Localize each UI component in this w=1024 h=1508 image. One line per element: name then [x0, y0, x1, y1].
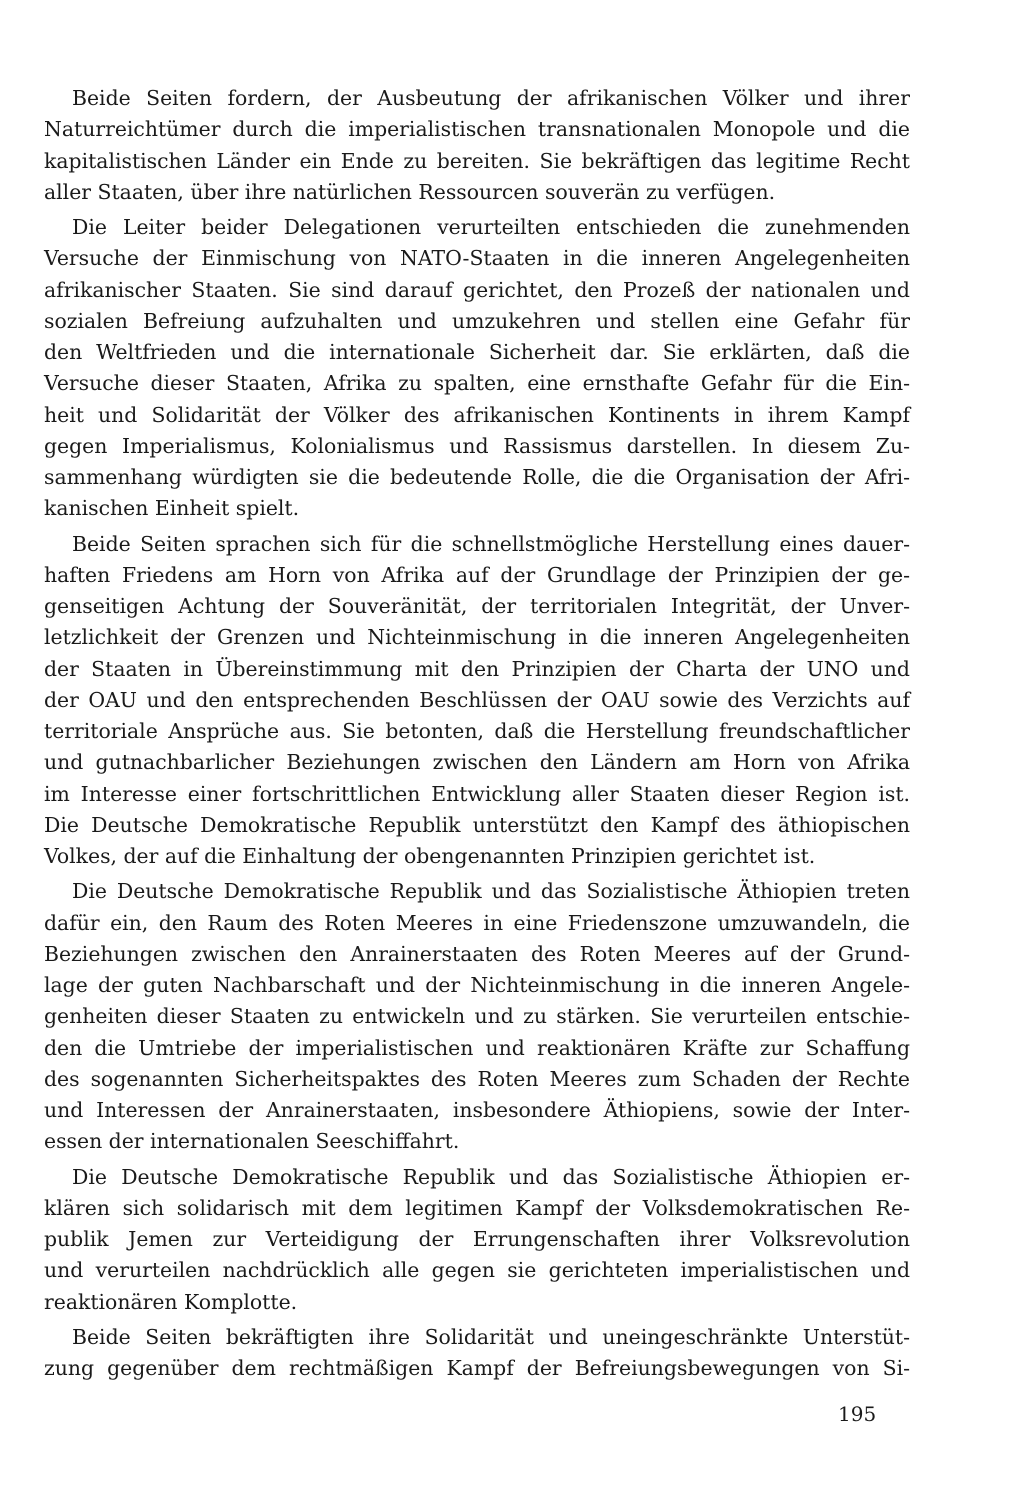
text-line: Die Deutsche Demokratische Republik unterstützt den Kampf des äthiopischen: [44, 812, 910, 837]
text-line: genheiten dieser Staaten zu entwickeln und zu stärken. Sie verurteilen entschie-: [44, 1004, 910, 1029]
paragraph: [44, 212, 910, 525]
text-line: des sogenannten Sicherheitspaktes des Roten Meeres zum Schaden der Rechte: [44, 1066, 910, 1091]
text-line: Versuche der Einmischung von NATO-Staaten in die inneren Angelegenheiten: [44, 246, 910, 271]
text-line: aller Staaten, über ihre natürlichen Ressourcen souverän zu verfügen.: [44, 179, 776, 204]
text-line: kanischen Einheit spielt.: [44, 496, 300, 521]
text-line: sammenhang würdigten sie die bedeutende Rolle, die die Organisation der Afri-: [44, 465, 910, 489]
text-line: Beide Seiten bekräftigten ihre Solidarität und uneingeschränkte Unterstüt-: [72, 1324, 910, 1349]
text-line: der OAU und den entsprechenden Beschlüssen der OAU sowie des Verzichts auf: [44, 687, 910, 712]
text-line: und verurteilen nachdrücklich alle gegen sie gerichteten imperialistischen und: [44, 1258, 910, 1283]
text-line: lage der guten Nachbarschaft und der Nichteinmischung in die inneren Angele-: [44, 973, 910, 997]
text-line: essen der internationalen Seeschiffahrt.: [44, 1129, 460, 1154]
text-line: publik Jemen zur Verteidigung der Errungenschaften ihrer Volksrevolution: [44, 1227, 910, 1251]
text-line: letzlichkeit der Grenzen und Nichteinmischung in die inneren Angelegenheiten: [44, 625, 910, 650]
text-line: der Staaten in Übereinstimmung mit den Prinzipien der Charta der UNO und: [44, 656, 910, 681]
text-line: Die Deutsche Demokratische Republik und das Sozialistische Äthiopien treten: [72, 879, 910, 904]
paragraph: [44, 83, 910, 208]
text-line: afrikanischer Staaten. Sie sind darauf gerichtet, den Prozeß der nationalen und: [44, 277, 910, 302]
paragraph: [44, 1322, 910, 1385]
text-line: heit und Solidarität der Völker des afrikanischen Kontinents in ihrem Kampf: [44, 402, 910, 427]
text-line: gegen Imperialismus, Kolonialismus und Rassismus darstellen. In diesem Zu-: [44, 433, 910, 458]
text-line: Die Leiter beider Delegationen verurteilten entschieden die zunehmenden: [72, 215, 910, 239]
text-line: den die Umtriebe der imperialistischen und reaktionären Kräfte zur Schaffung: [44, 1035, 910, 1060]
text-line: den Weltfrieden und die internationale Sicherheit dar. Sie erklärten, daß die: [44, 340, 910, 364]
paragraph: [44, 1162, 910, 1318]
paragraph: [44, 876, 910, 1157]
text-line: haften Friedens am Horn von Afrika auf der Grundlage der Prinzipien der ge-: [44, 562, 910, 587]
text-line: Die Deutsche Demokratische Republik und das Sozialistische Äthiopien er-: [72, 1164, 910, 1189]
body-text: [44, 83, 910, 1388]
text-line: Versuche dieser Staaten, Afrika zu spalten, eine ernsthafte Gefahr für die Ein-: [44, 371, 910, 396]
text-line: genseitigen Achtung der Souveränität, der territorialen Integrität, der Unver-: [44, 594, 910, 618]
text-line: reaktionären Komplotte.: [44, 1289, 298, 1314]
text-line: Beide Seiten fordern, der Ausbeutung der afrikanischen Völker und ihrer: [72, 86, 910, 110]
text-line: und Interessen der Anrainerstaaten, insbesondere Äthiopiens, sowie der Inter-: [44, 1098, 910, 1122]
text-line: sozialen Befreiung aufzuhalten und umzukehren und stellen eine Gefahr für: [44, 308, 910, 333]
text-line: Volkes, der auf die Einhaltung der obengenannten Prinzipien gerichtet ist.: [44, 844, 816, 868]
paragraph: [44, 529, 910, 873]
page-number: 195: [838, 1402, 877, 1426]
text-line: im Interesse einer fortschrittlichen Entwicklung aller Staaten dieser Region ist.: [44, 781, 910, 806]
text-line: und gutnachbarlicher Beziehungen zwischen den Ländern am Horn von Afrika: [44, 750, 910, 775]
text-line: klären sich solidarisch mit dem legitimen Kampf der Volksdemokratischen Re-: [44, 1195, 910, 1220]
text-line: Beziehungen zwischen den Anrainerstaaten des Roten Meeres auf der Grund-: [44, 941, 910, 966]
text-line: Beide Seiten sprachen sich für die schnellstmögliche Herstellung eines dauer-: [72, 531, 910, 556]
text-line: territoriale Ansprüche aus. Sie betonten, daß die Herstellung freundschaftlicher: [44, 719, 910, 743]
text-line: kapitalistischen Länder ein Ende zu bereiten. Sie bekräftigen das legitime Recht: [44, 148, 910, 173]
text-line: Naturreichtümer durch die imperialistischen transnationalen Monopole und die: [44, 117, 910, 142]
text-line: dafür ein, den Raum des Roten Meeres in eine Friedenszone umzuwandeln, die: [44, 910, 910, 935]
text-line: zung gegenüber dem rechtmäßigen Kampf der Befreiungsbewegungen von Si-: [44, 1356, 910, 1380]
